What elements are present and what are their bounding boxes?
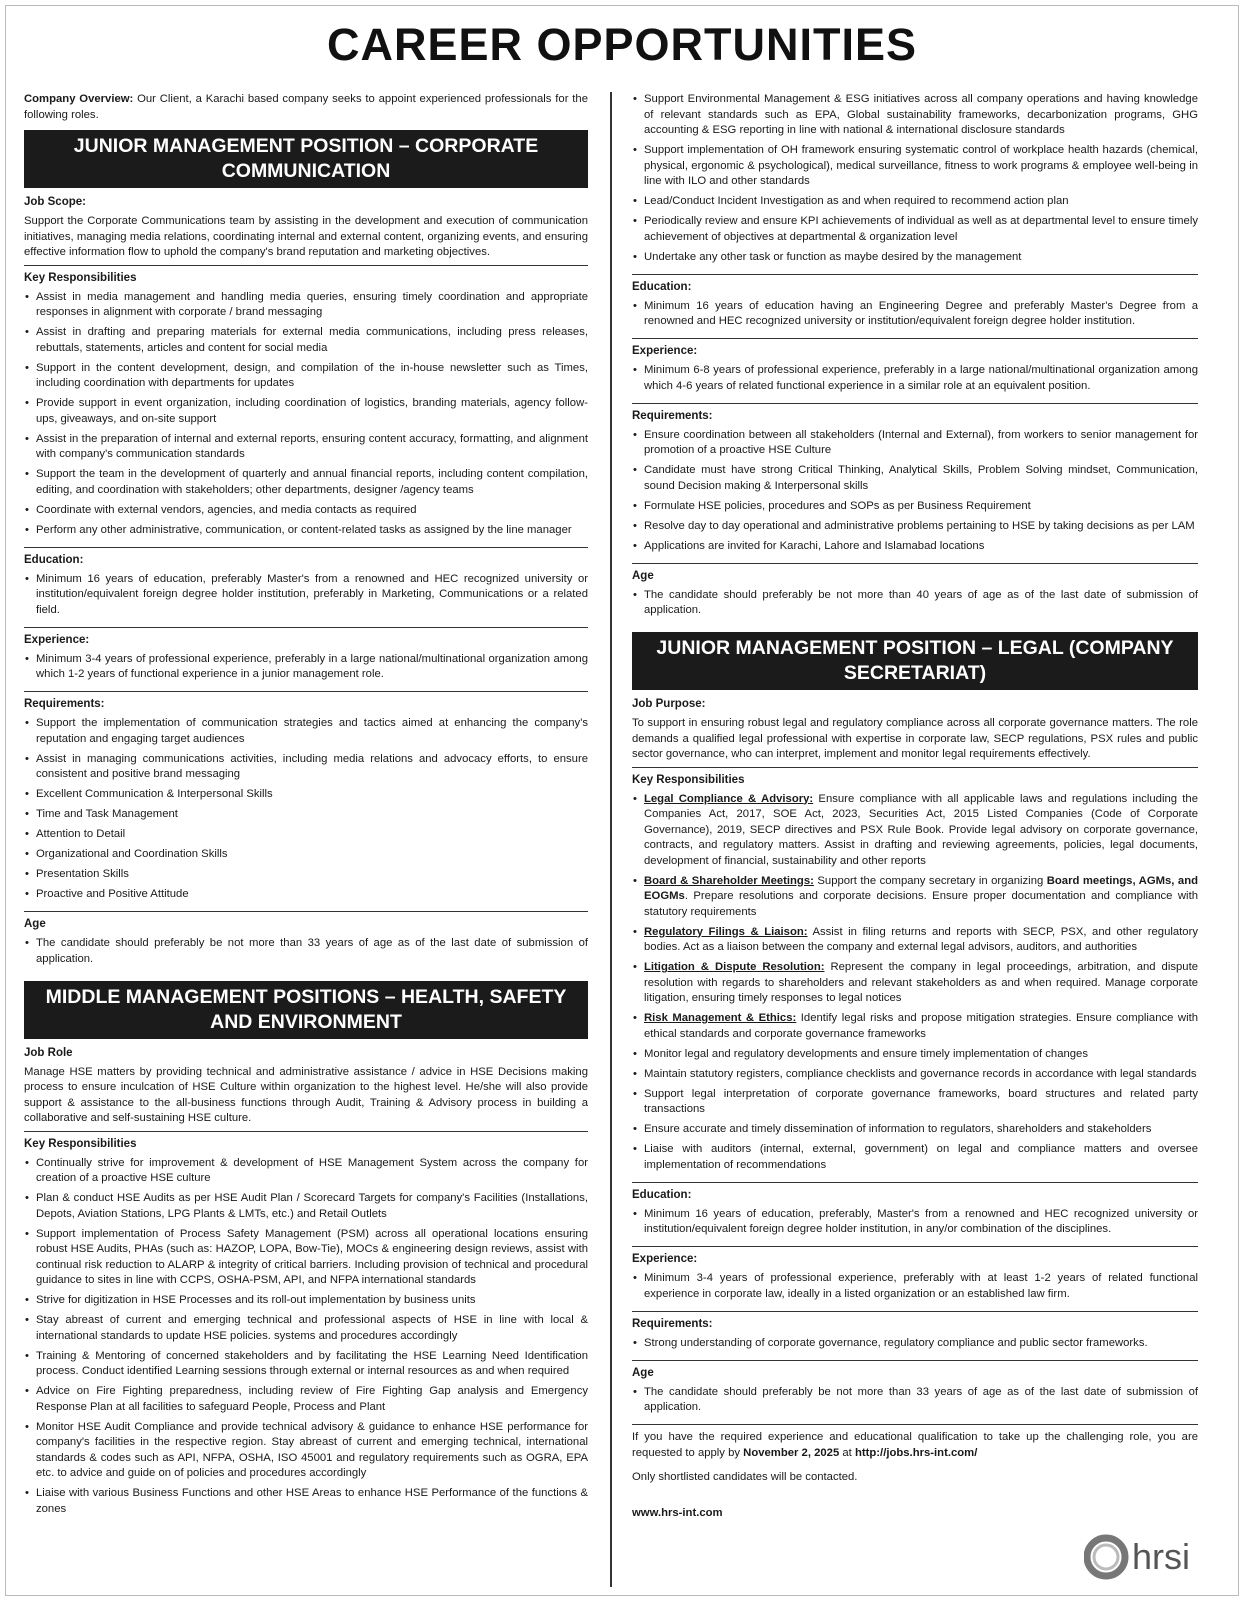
right-column — [618, 92, 1198, 1587]
item-title: Regulatory Filings & Liaison: — [644, 925, 808, 938]
overview-label: Company Overview: — [24, 93, 134, 105]
corp-scope-text: Support the Corporate Communications team by assisting in the development and execution of communication initiatives, managing media relations, coordinating internal and external content, organizing events, and ensuring effective information flow to uphold the company's brand reputation and marketing objectives. — [24, 215, 588, 258]
list-item: • Time and Task Management — [24, 807, 588, 823]
list-item: • Excellent Communication & Interpersonal Skills — [24, 787, 588, 803]
hse-responsibilities — [24, 1137, 588, 1526]
list-item: • Support the team in the development of quarterly and annual financial reports, including content compilation, editing, and coordination with stakeholders; other departments, designer /agency teams — [24, 467, 588, 498]
legal-exp-list — [632, 1271, 1198, 1302]
list-item: • Assist in media management and handling media queries, ensuring timely coordination and appropriate responses in alignment with corporate / brand messaging — [24, 290, 588, 321]
legal-titled-resp-list — [632, 792, 1198, 1043]
section-heading: Experience: — [632, 1253, 698, 1265]
corp-education — [24, 553, 588, 628]
section-heading: Requirements: — [632, 409, 713, 422]
corp-experience — [24, 633, 588, 693]
apply-at-text: at — [839, 1446, 855, 1459]
list-item: • Strive for digitization in HSE Processes and its roll-out implementation by business units — [24, 1293, 588, 1309]
list-item: • Liaise with auditors (internal, external, government) on legal and compliance matters and oversee implementation of recommendations — [632, 1142, 1198, 1173]
list-item: • Minimum 3-4 years of professional experience, preferably in a large national/multinational organization among which 1-2 years of functional experience in a junior management role. — [24, 652, 588, 683]
list-item: • Assist in drafting and preparing materials for external media communications, including press releases, rebuttals, statements, articles and content for social media — [24, 325, 588, 356]
hse-responsibilities-cont — [632, 92, 1198, 275]
legal-age — [632, 1366, 1198, 1426]
list-item: • Ensure coordination between all stakeholders (Internal and External), from workers to senior management for promotion of a proactive HSE Culture — [632, 428, 1198, 459]
corp-resp-list — [24, 290, 588, 539]
list-item: • Support Environmental Management & ESG initiatives across all company operations and having knowledge of relevant standards such as EPA, Global sustainability frameworks, decarbonization programs, GHG accounting & ESG reporting in line with national & international disclosure standards — [632, 92, 1198, 139]
list-item: • Continually strive for improvement & development of HSE Management System across the company for creation of a proactive HSE culture — [24, 1156, 588, 1187]
list-item: • Minimum 16 years of education, preferably Master's from a renowned and HEC recognized university or institution/equivalent foreign degree holder institution, preferably in Marketing, Communications or a related field. — [24, 572, 588, 619]
apply-deadline: November 2, 2025 — [743, 1446, 840, 1459]
legal-req-list — [632, 1336, 1198, 1352]
corp-age — [24, 917, 588, 976]
shortlist-note: Only shortlisted candidates will be contacted. — [632, 1471, 858, 1483]
legal-edu-list — [632, 1207, 1198, 1238]
hse-job-role — [24, 1046, 588, 1132]
hse-age — [632, 569, 1198, 628]
list-item: • Undertake any other task or function as maybe desired by the management — [632, 250, 1198, 266]
item-title: Risk Management & Ethics: — [644, 1012, 797, 1024]
section-heading: Requirements: — [632, 1317, 713, 1330]
corp-exp-list — [24, 652, 588, 683]
list-item: • Plan & conduct HSE Audits as per HSE Audit Plan / Scorecard Targets for company's Facilities (Installations, Depots, Aviation Stations, LPG Plants & LMTs, etc.) and Retail Outlets — [24, 1191, 588, 1222]
section-heading: Education: — [24, 553, 84, 566]
corp-edu-list — [24, 572, 588, 619]
list-item: • Lead/Conduct Incident Investigation as and when required to recommend action plan — [632, 194, 1198, 210]
section-heading: Job Scope: — [24, 196, 86, 208]
list-item: • Ensure accurate and timely dissemination of information to regulators, shareholders and stakeholders — [632, 1122, 1198, 1138]
list-item: • Coordinate with external vendors, agencies, and media contacts as required — [24, 503, 588, 519]
list-item: • Proactive and Positive Attitude — [24, 887, 588, 903]
column-divider — [610, 92, 612, 1587]
list-item: • Stay abreast of current and emerging technical and professional aspects of HSE in line with local & international standards to update HSE policies. systems and procedures accordingly — [24, 1313, 588, 1344]
list-item: • Regulatory Filings & Liaison: Assist in filing returns and reports with SECP, PSX, and other regulatory bodies. Act as a liaison between the company and external legal advisors, auditors, and authorities — [632, 925, 1198, 956]
list-item: • Risk Management & Ethics: Identify legal risks and propose mitigation strategies. Ensure compliance with ethical standards and corporate governance frameworks — [632, 1011, 1198, 1042]
section-heading: Requirements: — [24, 698, 105, 710]
apply-link[interactable]: http://jobs.hrs-int.com/ — [854, 1446, 978, 1459]
list-item: • Candidate must have strong Critical Thinking, Analytical Skills, Problem Solving mindset, Communication, sound Decision making & Interpersonal skills — [632, 463, 1198, 494]
list-item: • Provide support in event organization, including coordination of logistics, branding materials, agency follow-ups, giveaways, and on-site support — [24, 396, 588, 427]
list-item: • Training & Mentoring of concerned stakeholders and by facilitating the HSE Learning Need Identification process. Conduct identified Learning sessions through external or internal resources as and when required — [24, 1349, 588, 1380]
legal-responsibilities — [632, 773, 1198, 1183]
list-item: • Support in the content development, design, and compilation of the in-house newsletter such as Times, including coordination with departments for updates — [24, 361, 588, 392]
list-item: • Support implementation of OH framework ensuring systematic control of workplace health hazards (chemical, physical, ergonomic & psychological), medical surveillance, fitness to work programs & employee well-being in line with ILO and other standards — [632, 143, 1198, 190]
item-title: Litigation & Dispute Resolution: — [644, 961, 825, 973]
item-emphasis: Board meetings, AGMs, and EOGMs — [644, 874, 1199, 902]
section-heading: Experience: — [24, 633, 90, 646]
list-item: • Support the implementation of communication strategies and tactics aimed at enhancing the company's reputation and engaging target audiences — [24, 716, 588, 747]
section-heading: Key Responsibilities — [632, 773, 745, 786]
hse-exp-list — [632, 363, 1198, 394]
hse-resp2-list — [632, 92, 1198, 265]
list-item: • Minimum 6-8 years of professional experience, preferably in a large national/multinational organization among which 4-6 years of related functional experience in a similar role at an equivalent position. — [632, 363, 1198, 394]
list-item: • Strong understanding of corporate governance, regulatory compliance and public sector frameworks. — [632, 1336, 1198, 1352]
section-heading: Age — [24, 918, 46, 930]
hse-banner: MIDDLE MANAGEMENT POSITIONS – HEALTH, SAFETY AND ENVIRONMENT — [24, 981, 588, 1039]
legal-banner: JUNIOR MANAGEMENT POSITION – LEGAL (COMPANY SECRETARIAT) — [632, 632, 1198, 690]
list-item: • Liaise with various Business Functions and other HSE Areas to enhance HSE Performance of the functions & zones — [24, 1486, 588, 1517]
corp-responsibilities — [24, 271, 588, 548]
section-heading: Age — [632, 569, 654, 582]
legal-resp-list — [632, 1047, 1198, 1174]
list-item: • Monitor HSE Audit Compliance and provide technical advisory & guidance to enhance HSE performance for company's facilities in the respective region. Stay abreast of current and emerging technical, international standards & codes such as API, NFPA, OSHA, ISO 45001 and regulatory requirements such as OGRA, EPA etc. to advice and guide on of policies and procedures accordingly — [24, 1420, 588, 1482]
legal-age-list — [632, 1385, 1198, 1416]
apply-text: If you have the required experience and educational qualification to take up the challenging role, you are requested to apply by — [632, 1431, 1198, 1459]
section-heading: Job Role — [24, 1046, 73, 1059]
left-column — [24, 92, 604, 1587]
list-item: • Resolve day to day operational and administrative problems pertaining to HSE by taking decisions as per LAM — [632, 519, 1198, 535]
legal-education — [632, 1188, 1198, 1248]
list-item: • Support legal interpretation of corporate governance frameworks, board structures and related party transactions — [632, 1087, 1198, 1118]
list-item: • Minimum 16 years of education, preferably, Master's from a renowned and HEC recognized university or institution/equivalent foreign degree holder institution, in any/or combination of the disciplines. — [632, 1207, 1198, 1238]
columns — [24, 92, 1224, 1587]
list-item: • Maintain statutory registers, compliance checklists and governance records in accordance with legal standards — [632, 1067, 1198, 1083]
hse-edu-list — [632, 299, 1198, 330]
legal-purpose-text: To support in ensuring robust legal and regulatory compliance across all corporate governance matters. The role demands a qualified legal professional with expertise in corporate law, SECP regulations, PSX rules and public sector governance, who can interpret, implement and monitor legal requirements effectively. — [632, 717, 1198, 760]
hrsi-logo — [1084, 1529, 1234, 1585]
logo-text: hrsi — [1132, 1536, 1191, 1577]
corp-requirements — [24, 697, 588, 912]
overview-text: Our Client, a Karachi based company seeks to appoint experienced professionals for the following roles. — [24, 93, 588, 121]
hse-resp-list — [24, 1156, 588, 1518]
list-item: • Minimum 3-4 years of professional experience, preferably with at least 1-2 years of related functional experience in corporate law, ideally in a listed organization or an established law firm. — [632, 1271, 1198, 1302]
section-heading: Age — [632, 1366, 654, 1379]
page-title: CAREER OPPORTUNITIES — [326, 19, 918, 70]
section-heading: Key Responsibilities — [24, 271, 137, 284]
hse-role-text: Manage HSE matters by providing technical and administrative assistance / advice in HSE Decisions making process to ensure inculcation of HSE Culture within organization to the highest level. He/she will also provide support & assistance to the all-business functions through Audit, Training & Advisory process in building a collaborative and self-sustaining HSE culture. — [24, 1065, 588, 1124]
list-item: • Minimum 16 years of education having an Engineering Degree and preferably Master's Degree from a renowned and HEC recognized university or institution/equivalent foreign degree holder institution. — [632, 299, 1198, 330]
legal-experience — [632, 1252, 1198, 1312]
hse-requirements — [632, 409, 1198, 564]
list-item: • Applications are invited for Karachi, Lahore and Islamabad locations — [632, 539, 1198, 555]
section-heading: Education: — [632, 280, 692, 293]
list-item: • Formulate HSE policies, procedures and SOPs as per Business Requirement — [632, 499, 1198, 515]
item-title: Board & Shareholder Meetings: — [644, 874, 814, 887]
corp-req-list — [24, 716, 588, 903]
hse-education — [632, 280, 1198, 340]
list-item: • Support implementation of Process Safety Management (PSM) across all operational locations ensuring robust HSE Audits, PHAs (such as: HAZOP, LOPA, Bow-Tie), MOCs & engineering design reviews, assist with continual risk reduction to ALARP & integrity of critical barriers. Including provision of technical and procedural guidance to sites in line with CCPS, OSHA-PSM, API, and NFPA international standards — [24, 1227, 588, 1289]
list-item: • The candidate should preferably be not more than 40 years of age as of the last date of submission of application. — [632, 588, 1198, 619]
advertisement-page — [5, 5, 1239, 1596]
list-item: • Periodically review and ensure KPI achievements of individual as well as at departmental level to ensure timely achievement of objectives at departmental & organization level — [632, 214, 1198, 245]
item-title: Legal Compliance & Advisory: — [644, 792, 814, 805]
legal-job-purpose — [632, 697, 1198, 768]
section-heading: Job Purpose: — [632, 698, 706, 710]
list-item: • Board & Shareholder Meetings: Support the company secretary in organizing Board meetings, AGMs, and EOGMs. Prepare resolutions and corporate decisions. Ensure proper documentation and compliance with statutory requirements — [632, 874, 1198, 921]
hse-experience — [632, 344, 1198, 404]
section-heading: Education: — [632, 1188, 692, 1201]
list-item: • Assist in the preparation of internal and external reports, ensuring content accuracy, formatting, and alignment with company's communication standards — [24, 432, 588, 463]
list-item: • Presentation Skills — [24, 867, 588, 883]
list-item: • Assist in managing communications activities, including media relations and advocacy efforts, to ensure consistent and positive brand messaging — [24, 752, 588, 783]
list-item: • Legal Compliance & Advisory: Ensure compliance with all applicable laws and regulations including the Companies Act, 2017, SOE Act, 2023, Securities Act, 2015 Listed Companies (Code of Corporate Governance), 2019, SECP directives and PSX Rule Book. Provide legal advisory on corporate governance, contracts, and regulatory matters. Assist in drafting and reviewing agreements, policies, legal documents, development of financial, sustainability and other reports — [632, 792, 1198, 870]
list-item: • Attention to Detail — [24, 827, 588, 843]
list-item: • Perform any other administrative, communication, or content-related tasks as assigned by the line manager — [24, 523, 588, 539]
corp-job-scope — [24, 195, 588, 266]
list-item: • Monitor legal and regulatory developments and ensure timely implementation of changes — [632, 1047, 1198, 1063]
company-overview — [24, 92, 588, 123]
website-link[interactable]: www.hrs-int.com — [632, 1506, 723, 1519]
section-heading: Experience: — [632, 345, 698, 357]
hse-age-list — [632, 588, 1198, 619]
list-item: • The candidate should preferably be not more than 33 years of age as of the last date of submission of application. — [632, 1385, 1198, 1416]
list-item: • Advice on Fire Fighting preparedness, including review of Fire Fighting Gap analysis and Emergency Response Plan at all facilities to safeguard People, Process and Plant — [24, 1384, 588, 1415]
list-item: • Litigation & Dispute Resolution: Represent the company in legal proceedings, arbitration, and dispute resolution with regards to shareholders and relevant stakeholders as and when required. Manage corporate litigation, ensuring timely responses to legal notices — [632, 960, 1198, 1007]
apply-instructions — [632, 1430, 1198, 1461]
logo-inner-ring-icon — [1094, 1545, 1118, 1569]
list-item: • Organizational and Coordination Skills — [24, 847, 588, 863]
corp-comm-banner: JUNIOR MANAGEMENT POSITION – CORPORATE COMMUNICATION — [24, 130, 588, 188]
list-item: • The candidate should preferably be not more than 33 years of age as of the last date of submission of application. — [24, 936, 588, 967]
section-heading: Key Responsibilities — [24, 1137, 137, 1150]
hse-req-list — [632, 428, 1198, 555]
legal-requirements — [632, 1317, 1198, 1361]
corp-age-list — [24, 936, 588, 967]
